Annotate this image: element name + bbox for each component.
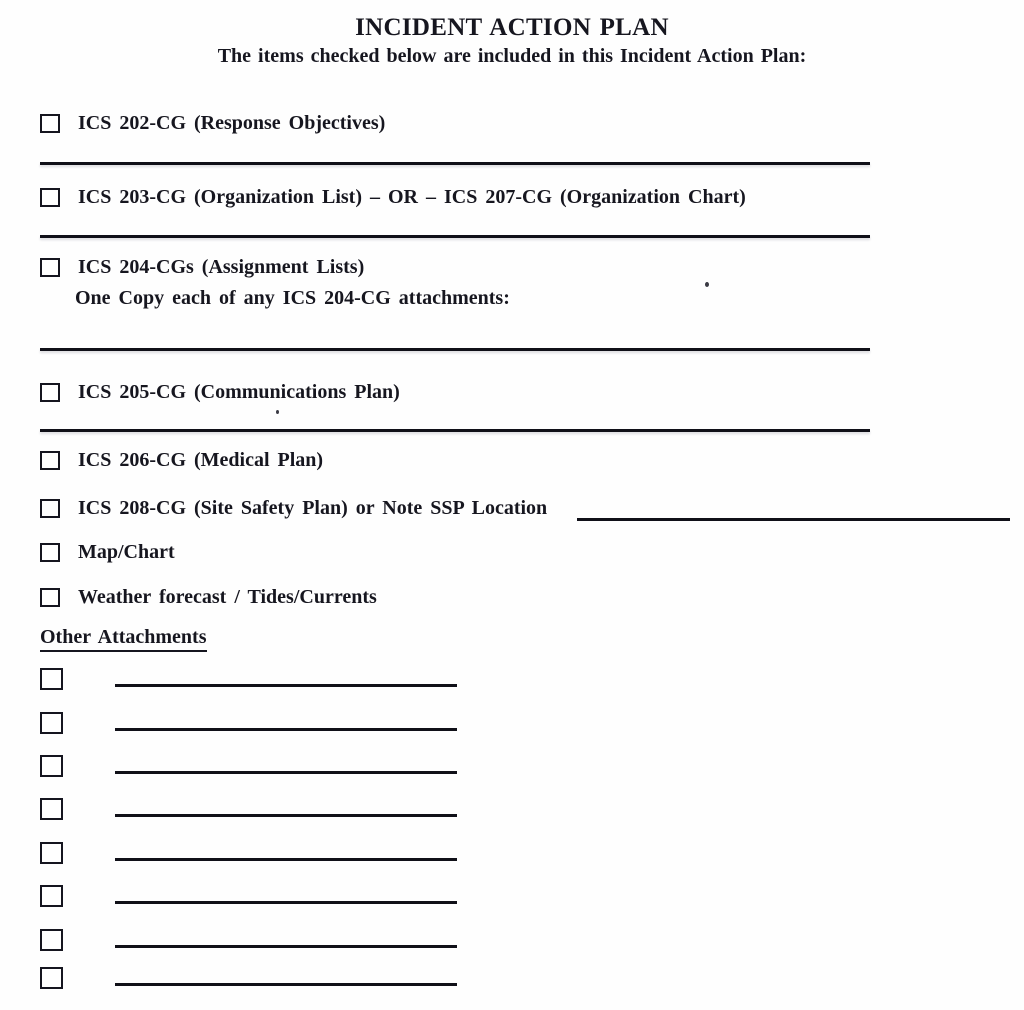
other-attachment-row: [40, 965, 63, 989]
other-attachments-heading: Other Attachments: [40, 626, 207, 652]
checklist-label: Weather forecast / Tides/Currents: [78, 586, 377, 608]
checklist-item-ics-208: [40, 497, 547, 520]
separator-line: [40, 235, 870, 238]
checkbox-other-attachment[interactable]: [40, 929, 63, 951]
checkbox-ics-205[interactable]: [40, 383, 60, 402]
fill-in-line[interactable]: [115, 684, 457, 687]
checklist-label: ICS 202-CG (Response Objectives): [78, 112, 386, 134]
checkbox-other-attachment[interactable]: [40, 712, 63, 734]
checkbox-other-attachment[interactable]: [40, 885, 63, 907]
checkbox-other-attachment[interactable]: [40, 668, 63, 690]
fill-in-line[interactable]: [115, 901, 457, 904]
checklist-item-map-chart: [40, 541, 175, 564]
checklist-label: ICS 203-CG (Organization List) – OR – ICS 207-CG (Organization Chart): [78, 186, 746, 208]
checkbox-other-attachment[interactable]: [40, 755, 63, 777]
fill-in-line[interactable]: [115, 858, 457, 861]
checklist-sublabel: One Copy each of any ICS 204-CG attachments:: [75, 287, 510, 309]
fill-in-line[interactable]: [115, 983, 457, 986]
checkbox-ics-202[interactable]: [40, 114, 60, 133]
other-attachment-row: [40, 710, 63, 734]
page-subtitle: The items checked below are included in this Incident Action Plan:: [217, 45, 807, 67]
other-attachment-row: [40, 927, 63, 951]
checklist-label: ICS 204-CGs (Assignment Lists): [78, 256, 365, 278]
separator-line: [40, 429, 870, 432]
checklist-label: Map/Chart: [78, 541, 175, 563]
scan-speck: [705, 282, 709, 287]
checkbox-ics-208[interactable]: [40, 499, 60, 518]
separator-line: [40, 162, 870, 165]
checkbox-ics-206[interactable]: [40, 451, 60, 470]
checkbox-other-attachment[interactable]: [40, 967, 63, 989]
checkbox-ics-203-207[interactable]: [40, 188, 60, 207]
checklist-item-ics-202: [40, 112, 385, 135]
other-attachment-row: [40, 796, 63, 820]
fill-in-line[interactable]: [115, 728, 457, 731]
other-attachment-row: [40, 840, 63, 864]
checkbox-other-attachment[interactable]: [40, 798, 63, 820]
checklist-item-ics-203-207: [40, 186, 746, 209]
other-attachment-row: [40, 666, 63, 690]
checklist-item-ics-206: [40, 449, 323, 472]
fill-in-line[interactable]: [115, 814, 457, 817]
ssp-location-fill-in-line[interactable]: [577, 518, 1010, 521]
checkbox-weather[interactable]: [40, 588, 60, 607]
checklist-item-ics-204: [40, 256, 364, 279]
other-attachment-row: [40, 753, 63, 777]
checkbox-other-attachment[interactable]: [40, 842, 63, 864]
checklist-label: ICS 206-CG (Medical Plan): [78, 449, 324, 471]
checkbox-map-chart[interactable]: [40, 543, 60, 562]
other-attachment-row: [40, 883, 63, 907]
scan-speck: [276, 410, 279, 414]
fill-in-line[interactable]: [115, 771, 457, 774]
page-title: INCIDENT ACTION PLAN: [355, 14, 669, 41]
checklist-item-weather: [40, 586, 377, 609]
separator-line: [40, 348, 870, 351]
checkbox-ics-204[interactable]: [40, 258, 60, 277]
checklist-item-ics-205: [40, 381, 400, 404]
fill-in-line[interactable]: [115, 945, 457, 948]
checklist-label: ICS 208-CG (Site Safety Plan) or Note SSP Location: [78, 497, 548, 519]
checklist-label: ICS 205-CG (Communications Plan): [78, 381, 400, 403]
